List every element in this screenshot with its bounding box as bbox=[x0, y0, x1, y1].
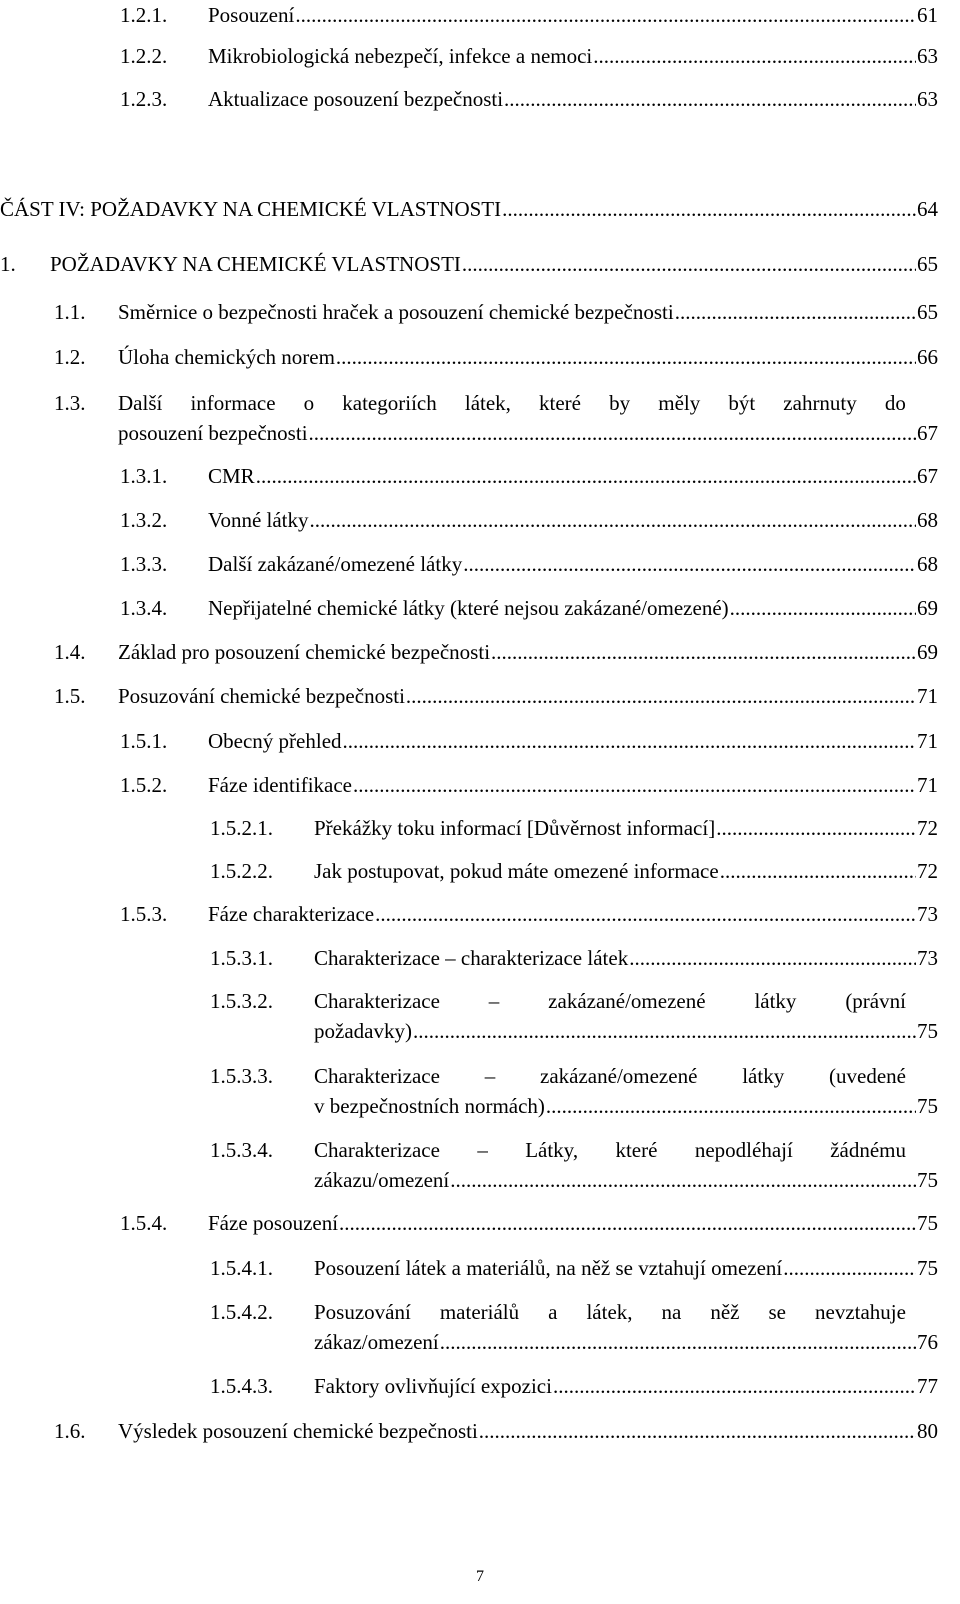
toc-page: 71 bbox=[917, 773, 938, 797]
toc-number: 1.5.4.3. bbox=[210, 1374, 273, 1398]
toc-title: Charakterizace – zakázané/omezené látky (uvedené bbox=[314, 1064, 906, 1088]
toc-number: 1.3.2. bbox=[120, 508, 168, 532]
toc-entry[interactable] bbox=[120, 549, 938, 579]
toc-number: 1.5.4.2. bbox=[210, 1300, 273, 1324]
toc-entry[interactable] bbox=[210, 943, 938, 973]
toc-entry[interactable] bbox=[210, 1297, 938, 1357]
toc-number: 1.5.3.1. bbox=[210, 946, 273, 970]
toc-page: 72 bbox=[917, 859, 938, 883]
toc-page: 68 bbox=[917, 508, 938, 532]
toc-entry[interactable] bbox=[120, 1208, 938, 1238]
toc-number: 1.4. bbox=[54, 640, 86, 664]
toc-entry[interactable] bbox=[210, 1061, 938, 1121]
toc-page: 72 bbox=[917, 816, 938, 840]
toc-title: Posouzení látek a materiálů, na něž se vztahují omezení bbox=[314, 1256, 783, 1280]
toc-leader-dots bbox=[440, 1327, 916, 1357]
toc-leader-dots bbox=[720, 856, 916, 886]
toc-number: 1.5.3.4. bbox=[210, 1138, 273, 1162]
toc-page: 73 bbox=[917, 902, 938, 926]
toc-page: 75 bbox=[917, 1094, 938, 1118]
toc-page: 68 bbox=[917, 552, 938, 576]
toc-number: 1.5. bbox=[54, 684, 86, 708]
toc-page: 65 bbox=[917, 252, 938, 276]
toc-page: 80 bbox=[917, 1419, 938, 1443]
toc-title: Charakterizace – charakterizace látek bbox=[314, 946, 629, 970]
toc-page: 63 bbox=[917, 44, 938, 68]
toc-title: Mikrobiologická nebezpečí, infekce a nemoci bbox=[208, 44, 593, 68]
toc-leader-dots bbox=[593, 41, 916, 71]
toc-leader-dots bbox=[375, 899, 916, 929]
toc-number: 1. bbox=[0, 252, 16, 276]
toc-page: 73 bbox=[917, 946, 938, 970]
toc-title: CMR bbox=[208, 464, 255, 488]
toc-number: 1.3. bbox=[54, 391, 86, 415]
toc-title: Jak postupovat, pokud máte omezené informace bbox=[314, 859, 719, 883]
toc-leader-dots bbox=[783, 1253, 916, 1283]
toc-title: Překážky toku informací [Důvěrnost informací] bbox=[314, 816, 716, 840]
toc-entry[interactable] bbox=[120, 726, 938, 756]
toc-number: 1.5.2.2. bbox=[210, 859, 273, 883]
toc-title: Fáze identifikace bbox=[208, 773, 353, 797]
toc-page: 61 bbox=[917, 3, 938, 27]
toc-entry[interactable] bbox=[120, 505, 938, 535]
toc-page: 75 bbox=[917, 1019, 938, 1043]
toc-title: Směrnice o bezpečnosti hraček a posouzení chemické bezpečnosti bbox=[118, 300, 674, 324]
toc-number: 1.5.3. bbox=[120, 902, 168, 926]
toc-entry[interactable] bbox=[54, 297, 938, 327]
toc-title: Aktualizace posouzení bezpečnosti bbox=[208, 87, 504, 111]
toc-page: 67 bbox=[917, 421, 938, 445]
toc-number: 1.3.4. bbox=[120, 596, 168, 620]
toc-entry[interactable] bbox=[210, 813, 938, 843]
toc-page: 64 bbox=[917, 197, 938, 221]
toc-leader-dots bbox=[491, 637, 916, 667]
toc-number: 1.1. bbox=[54, 300, 86, 324]
toc-entry[interactable] bbox=[120, 0, 938, 30]
toc-page: 76 bbox=[917, 1330, 938, 1354]
toc-page: 69 bbox=[917, 596, 938, 620]
toc-title: Výsledek posouzení chemické bezpečnosti bbox=[118, 1419, 478, 1443]
toc-leader-dots bbox=[343, 726, 916, 756]
toc-title-continued: posouzení bezpečnosti bbox=[118, 421, 308, 445]
toc-entry[interactable] bbox=[210, 856, 938, 886]
toc-title-continued: požadavky) bbox=[314, 1019, 412, 1043]
toc-entry[interactable] bbox=[54, 1416, 938, 1446]
toc-leader-dots bbox=[406, 681, 916, 711]
toc-leader-dots bbox=[413, 1016, 916, 1046]
toc-leader-dots bbox=[730, 593, 916, 623]
toc-title: Úloha chemických norem bbox=[118, 345, 335, 369]
toc-leader-dots bbox=[553, 1371, 916, 1401]
toc-number: 1.2.3. bbox=[120, 87, 168, 111]
toc-page: 66 bbox=[917, 345, 938, 369]
toc-leader-dots bbox=[295, 0, 916, 30]
toc-number: 1.2. bbox=[54, 345, 86, 369]
toc-title: Nepřijatelné chemické látky (které nejsou zakázané/omezené) bbox=[208, 596, 729, 620]
toc-title: Faktory ovlivňující expozici bbox=[314, 1374, 552, 1398]
toc-number: 1.5.1. bbox=[120, 729, 168, 753]
toc-page: 75 bbox=[917, 1211, 938, 1235]
toc-leader-dots bbox=[309, 418, 916, 448]
toc-leader-dots bbox=[450, 1165, 916, 1195]
toc-number: 1.5.4. bbox=[120, 1211, 168, 1235]
page-number: 7 bbox=[476, 1568, 484, 1585]
toc-entry[interactable] bbox=[54, 342, 938, 372]
toc-leader-dots bbox=[546, 1091, 916, 1121]
toc-title-continued: zákazu/omezení bbox=[314, 1168, 450, 1192]
toc-title: Charakterizace – zakázané/omezené látky (právní bbox=[314, 989, 906, 1013]
toc-leader-dots bbox=[479, 1416, 916, 1446]
toc-page: 65 bbox=[917, 300, 938, 324]
toc-entry[interactable] bbox=[0, 249, 938, 279]
toc-title: Další zakázané/omezené látky bbox=[208, 552, 463, 576]
toc-entry[interactable] bbox=[54, 637, 938, 667]
toc-entry[interactable] bbox=[210, 986, 938, 1046]
toc-number: 1.5.4.1. bbox=[210, 1256, 273, 1280]
toc-page: 77 bbox=[917, 1374, 938, 1398]
toc-entry[interactable] bbox=[120, 899, 938, 929]
toc-number: 1.5.3.3. bbox=[210, 1064, 273, 1088]
toc-title: Vonné látky bbox=[208, 508, 309, 532]
toc-title: Obecný přehled bbox=[208, 729, 342, 753]
toc-page: 75 bbox=[917, 1256, 938, 1280]
toc-entry[interactable] bbox=[120, 770, 938, 800]
toc-title-continued: zákaz/omezení bbox=[314, 1330, 439, 1354]
toc-leader-dots bbox=[310, 505, 916, 535]
toc-leader-dots bbox=[504, 84, 916, 114]
toc-leader-dots bbox=[353, 770, 916, 800]
toc-leader-dots bbox=[256, 461, 916, 491]
toc-leader-dots bbox=[675, 297, 916, 327]
toc-entry[interactable] bbox=[120, 593, 938, 623]
toc-entry[interactable] bbox=[54, 681, 938, 711]
toc-title: Základ pro posouzení chemické bezpečnosti bbox=[118, 640, 491, 664]
toc-leader-dots bbox=[716, 813, 916, 843]
toc-page: 71 bbox=[917, 684, 938, 708]
toc-title: POŽADAVKY NA CHEMICKÉ VLASTNOSTI bbox=[50, 252, 461, 276]
toc-number: 1.3.1. bbox=[120, 464, 168, 488]
toc-entry[interactable] bbox=[120, 41, 938, 71]
toc-entry[interactable] bbox=[120, 461, 938, 491]
toc-title: Fáze charakterizace bbox=[208, 902, 375, 926]
toc-title: ČÁST IV: POŽADAVKY NA CHEMICKÉ VLASTNOSTI bbox=[0, 197, 502, 221]
toc-title: Posuzování materiálů a látek, na něž se nevztahuje bbox=[314, 1300, 906, 1324]
toc-number: 1.5.2. bbox=[120, 773, 168, 797]
toc-title: Fáze posouzení bbox=[208, 1211, 339, 1235]
toc-title-continued: v bezpečnostních normách) bbox=[314, 1094, 545, 1118]
toc-leader-dots bbox=[502, 194, 916, 224]
toc-entry[interactable] bbox=[54, 388, 938, 448]
toc-leader-dots bbox=[336, 342, 916, 372]
toc-entry[interactable] bbox=[210, 1371, 938, 1401]
toc-title: Posuzování chemické bezpečnosti bbox=[118, 684, 405, 708]
toc-number: 1.3.3. bbox=[120, 552, 168, 576]
toc-page: 67 bbox=[917, 464, 938, 488]
toc-page: 63 bbox=[917, 87, 938, 111]
toc-title: Posouzení bbox=[208, 3, 295, 27]
toc-title: Charakterizace – Látky, které nepodléhají žádnému bbox=[314, 1138, 906, 1162]
toc-page: 69 bbox=[917, 640, 938, 664]
toc-number: 1.6. bbox=[54, 1419, 86, 1443]
toc-entry[interactable] bbox=[210, 1253, 938, 1283]
toc-number: 1.5.2.1. bbox=[210, 816, 273, 840]
toc-leader-dots bbox=[339, 1208, 916, 1238]
toc-entry[interactable] bbox=[210, 1135, 938, 1195]
toc-entry[interactable] bbox=[0, 194, 938, 224]
toc-page: 75 bbox=[917, 1168, 938, 1192]
toc-leader-dots bbox=[629, 943, 916, 973]
toc-page: 71 bbox=[917, 729, 938, 753]
toc-number: 1.2.2. bbox=[120, 44, 168, 68]
toc-number: 1.2.1. bbox=[120, 3, 168, 27]
toc-title: Další informace o kategoriích látek, které by měly být zahrnuty do bbox=[118, 391, 906, 415]
toc-leader-dots bbox=[463, 549, 916, 579]
toc-entry[interactable] bbox=[120, 84, 938, 114]
toc-leader-dots bbox=[462, 249, 916, 279]
toc-number: 1.5.3.2. bbox=[210, 989, 273, 1013]
